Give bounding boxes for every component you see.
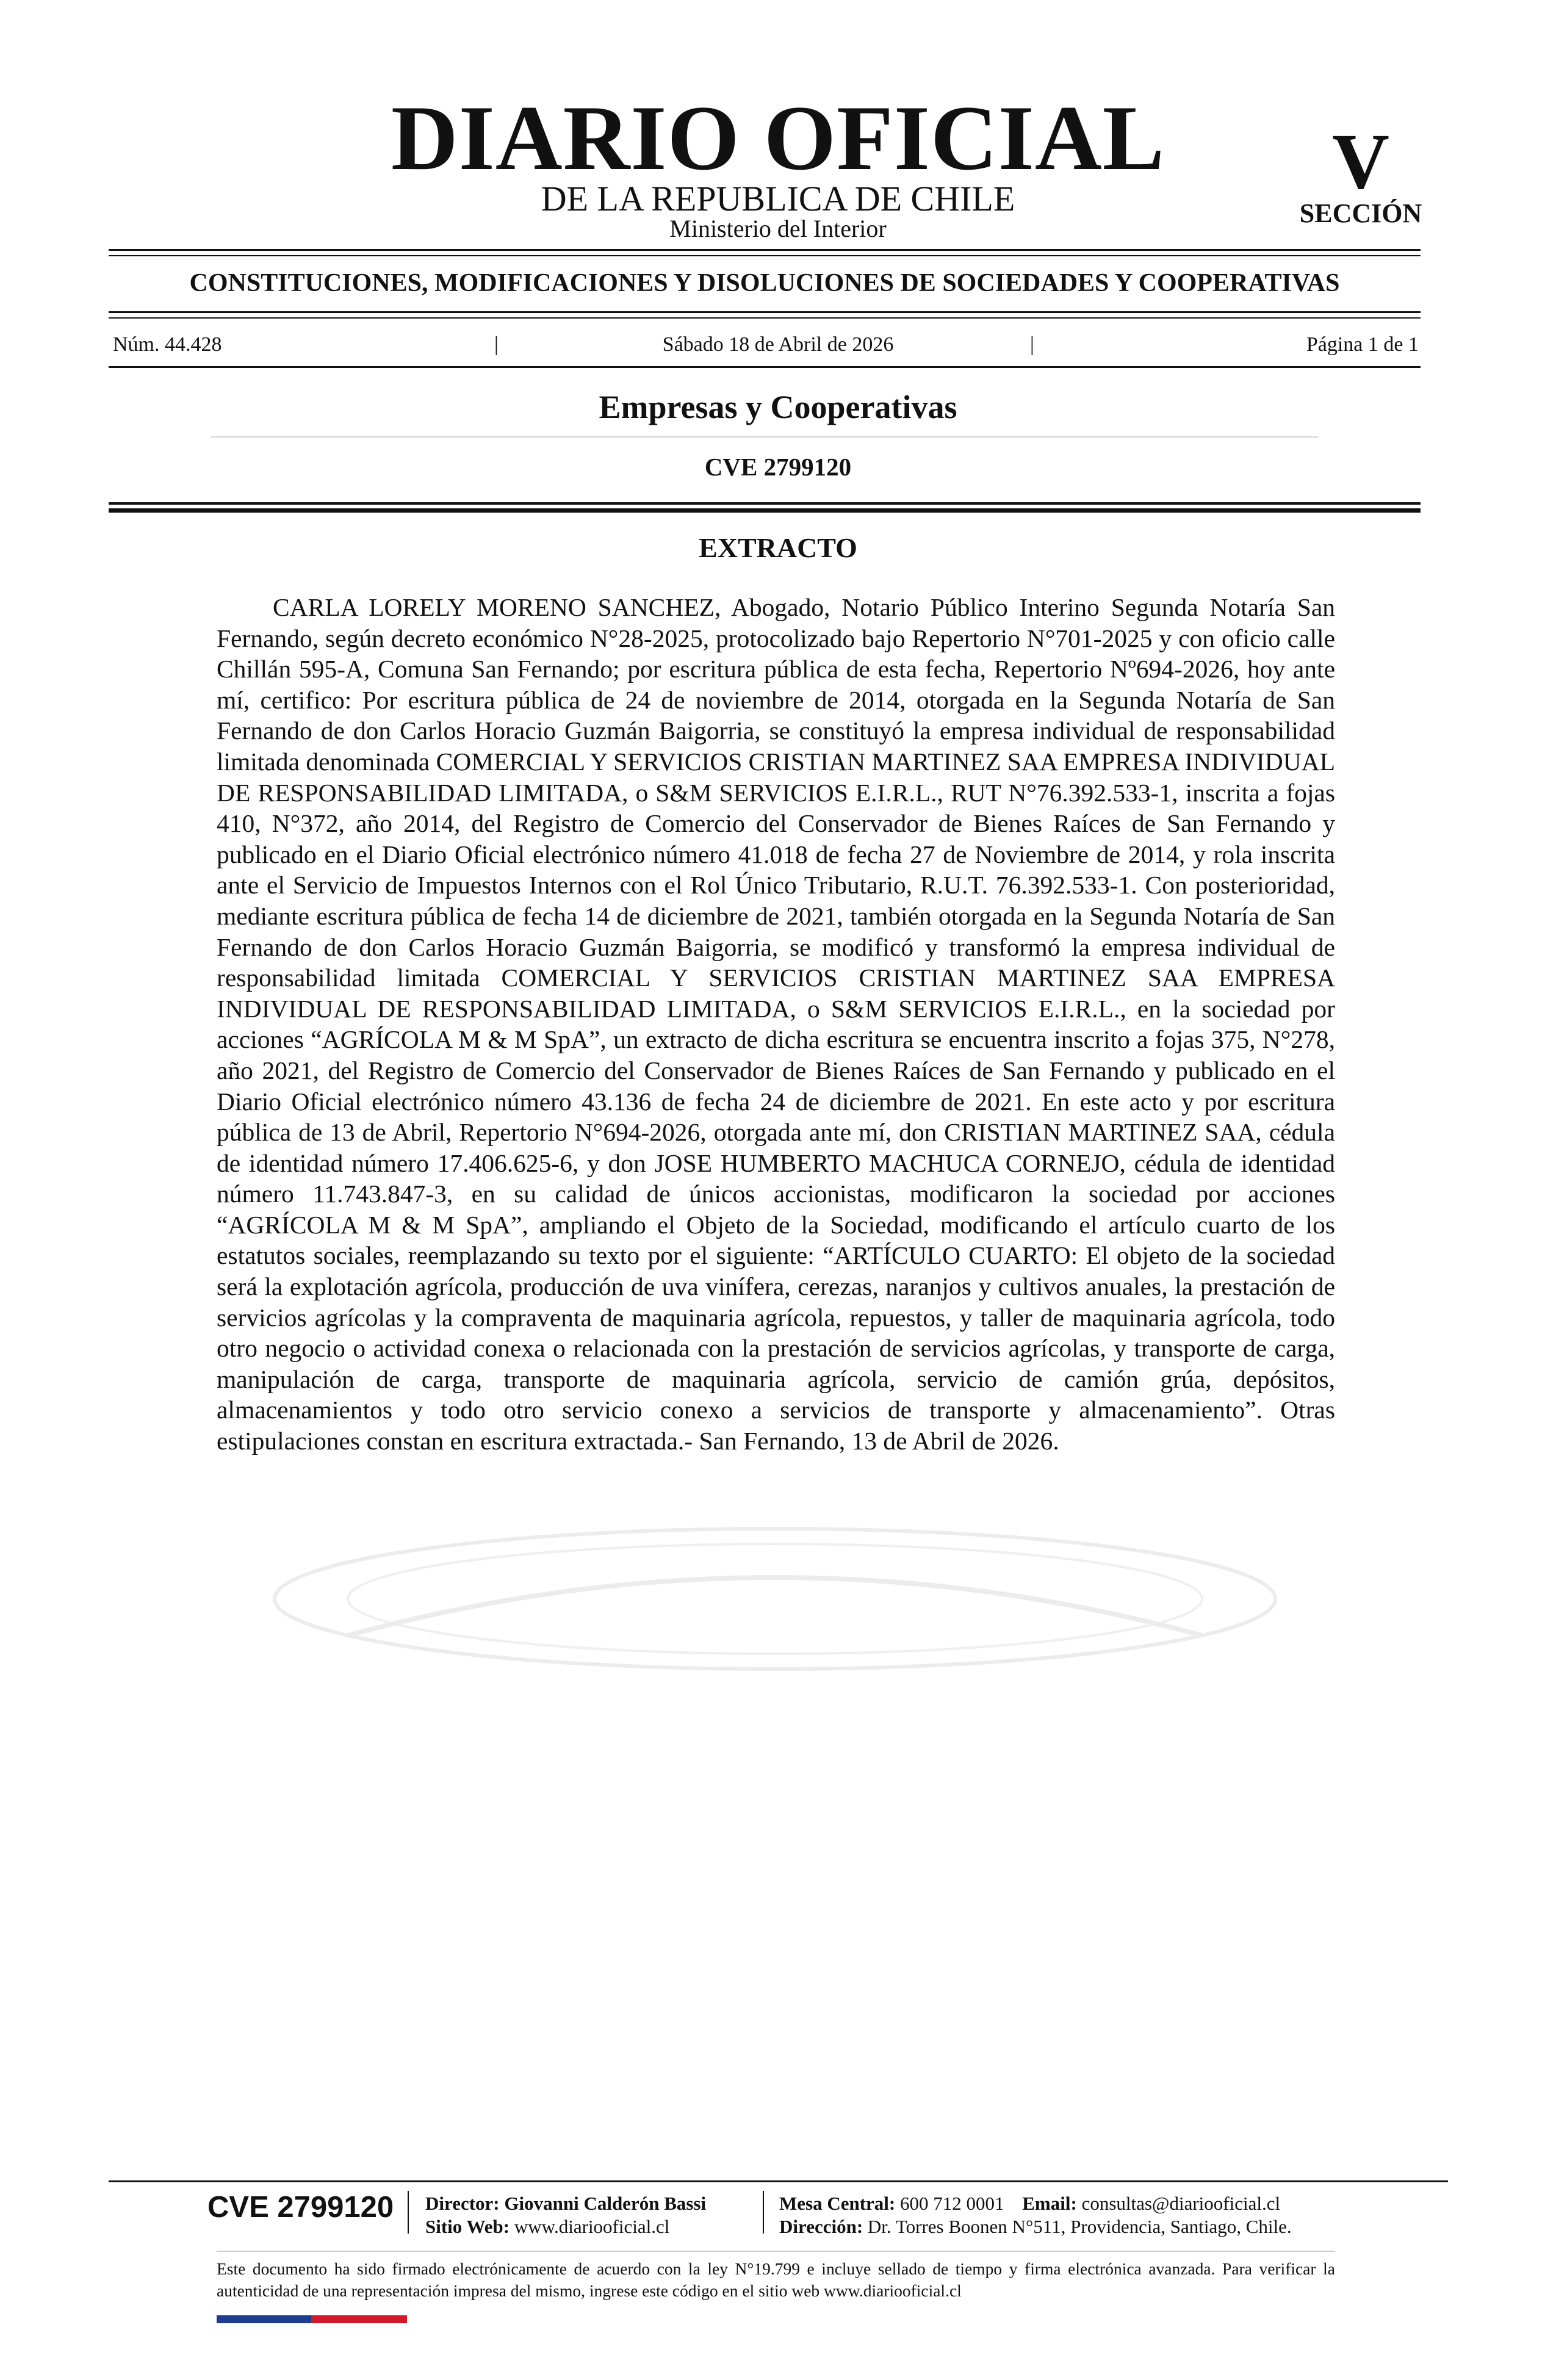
section-letter: V	[1332, 118, 1389, 206]
document-heading: EXTRACTO	[699, 532, 857, 563]
flag-stripe-red	[311, 2315, 407, 2323]
footer-director-label: Director:	[425, 2193, 500, 2214]
masthead-title: DIARIO OFICIAL	[391, 87, 1165, 189]
section-name: Empresas y Cooperativas	[599, 389, 957, 425]
category-rule-2	[109, 317, 1421, 319]
footer-phone-label: Mesa Central:	[779, 2193, 896, 2214]
section-word: SECCIÓN	[1299, 198, 1422, 228]
footer-disclaimer: Este documento ha sido firmado electrónicamente de acuerdo con la ley N°19.799 e incluye sellado de tiempo y firma electrónica avanzada. Para verificar la autenticidad de una representación impresa del mismo, ingrese este código en el sitio web www.diariooficial.cl	[217, 2259, 1335, 2300]
footer-website	[425, 2215, 669, 2238]
cve-code: CVE 2799120	[704, 453, 852, 481]
footer-phone-value: 600 712 0001	[900, 2193, 1004, 2214]
masthead-ministry: Ministerio del Interior	[669, 215, 887, 242]
masthead-subtitle: DE LA REPUBLICA DE CHILE	[541, 179, 1015, 218]
footer-cve: CVE 2799120	[207, 2191, 394, 2224]
footer-director-name: Giovanni Calderón Bassi	[504, 2193, 707, 2214]
footer-web-link[interactable]: www.diariooficial.cl	[514, 2216, 670, 2237]
footer-address-value: Dr. Torres Boonen N°511, Providencia, Santiago, Chile.	[867, 2216, 1292, 2237]
footer-email-label: Email:	[1022, 2193, 1077, 2214]
footer-address	[779, 2215, 1292, 2238]
issue-separator: |	[494, 333, 499, 356]
issue-date: Sábado 18 de Abril de 2026	[662, 333, 894, 356]
footer-director	[425, 2192, 706, 2215]
top-rule-2	[109, 255, 1421, 256]
footer-divider	[763, 2191, 764, 2234]
cve-rule-1	[109, 502, 1421, 505]
section-divider	[211, 436, 1318, 438]
flag-stripe-blue	[217, 2315, 311, 2323]
issue-rule	[109, 366, 1421, 368]
footer-web-label: Sitio Web:	[425, 2216, 510, 2237]
issue-number: Núm. 44.428	[113, 333, 222, 356]
top-rule-1	[109, 249, 1421, 251]
footer-phone	[779, 2192, 1280, 2215]
category-title: CONSTITUCIONES, MODIFICACIONES Y DISOLUCIONES DE SOCIEDADES Y COOPERATIVAS	[189, 269, 1340, 297]
footer-rule	[109, 2180, 1448, 2182]
footer-email-link[interactable]: consultas@diariooficial.cl	[1081, 2193, 1281, 2214]
footer-thin-rule	[217, 2251, 1335, 2252]
footer-divider	[408, 2191, 409, 2234]
watermark-seal	[256, 1513, 1294, 1672]
issue-separator: |	[1030, 333, 1034, 356]
issue-page: Página 1 de 1	[1306, 333, 1419, 356]
footer-address-label: Dirección:	[779, 2216, 863, 2237]
extract-body: CARLA LORELY MORENO SANCHEZ, Abogado, Notario Público Interino Segunda Notaría San Fernando, según decreto económico N°28-2025, protocolizado bajo Repertorio N°701-2025 y con oficio calle Chillán 595-A, Comuna San Fernando; por escritura pública de esta fecha, Repertorio Nº694-2026, hoy ante mí, certifico: Por escritura pública de 24 de noviembre de 2014, otorgada en la Segunda Notaría de San Fernando de don Carlos Horacio Guzmán Baigorria, se constituyó la empresa individual de responsabilidad limitada denominada COMERCIAL Y SERVICIOS CRISTIAN MARTINEZ SAA EMPRESA INDIVIDUAL DE RESPONSABILIDAD LIMITADA, o S&M SERVICIOS E.I.R.L., RUT N°76.392.533-1, inscrita a fojas 410, N°372, año 2014, del Registro de Comercio del Conservador de Bienes Raíces de San Fernando y publicado en el Diario Oficial electrónico número 41.018 de fecha 27 de Noviembre de 2014, y rola inscrita ante el Servicio de Impuestos Internos con el Rol Único Tributario, R.U.T. 76.392.533-1. Con posterioridad, mediante escritura pública de fecha 14 de diciembre de 2021, también otorgada en la Segunda Notaría de San Fernando de don Carlos Horacio Guzmán Baigorria, se modificó y transformó la empresa individual de responsabilidad limitada COMERCIAL Y SERVICIOS CRISTIAN MARTINEZ SAA EMPRESA INDIVIDUAL DE RESPONSABILIDAD LIMITADA, o S&M SERVICIOS E.I.R.L., en la sociedad por acciones “AGRÍCOLA M & M SpA”, un extracto de dicha escritura se encuentra inscrito a fojas 375, N°278, año 2021, del Registro de Comercio del Conservador de Bienes Raíces de San Fernando y publicado en el Diario Oficial electrónico número 43.136 de fecha 24 de diciembre de 2021. En este acto y por escritura pública de 13 de Abril, Repertorio N°694-2026, otorgada ante mí, don CRISTIAN MARTINEZ SAA, cédula de identidad número 17.406.625-6, y don JOSE HUMBERTO MACHUCA CORNEJO, cédula de identidad número 11.743.847-3, en su calidad de únicos accionistas, modificaron la sociedad por acciones “AGRÍCOLA M & M SpA”, ampliando el Objeto de la Sociedad, modificando el artículo cuarto de los estatutos sociales, reemplazando su texto por el siguiente: “ARTÍCULO CUARTO: El objeto de la sociedad será la explotación agrícola, producción de uva vinífera, cerezas, naranjos y cultivos anuales, la prestación de servicios agrícolas y la compraventa de maquinaria agrícola, repuestos, y taller de maquinaria agrícola, todo otro negocio o actividad conexa o relacionada con la prestación de servicios agrícolas, y transporte de carga, manipulación de carga, transporte de maquinaria agrícola, servicio de camión grúa, depósitos, almacenamientos y todo otro servicio conexo a servicios de transporte y almacenamiento”. Otras estipulaciones constan en escritura extractada.- San Fernando, 13 de Abril de 2026.	[217, 593, 1335, 1455]
category-rule-1	[109, 311, 1421, 313]
cve-rule-2	[109, 508, 1421, 513]
